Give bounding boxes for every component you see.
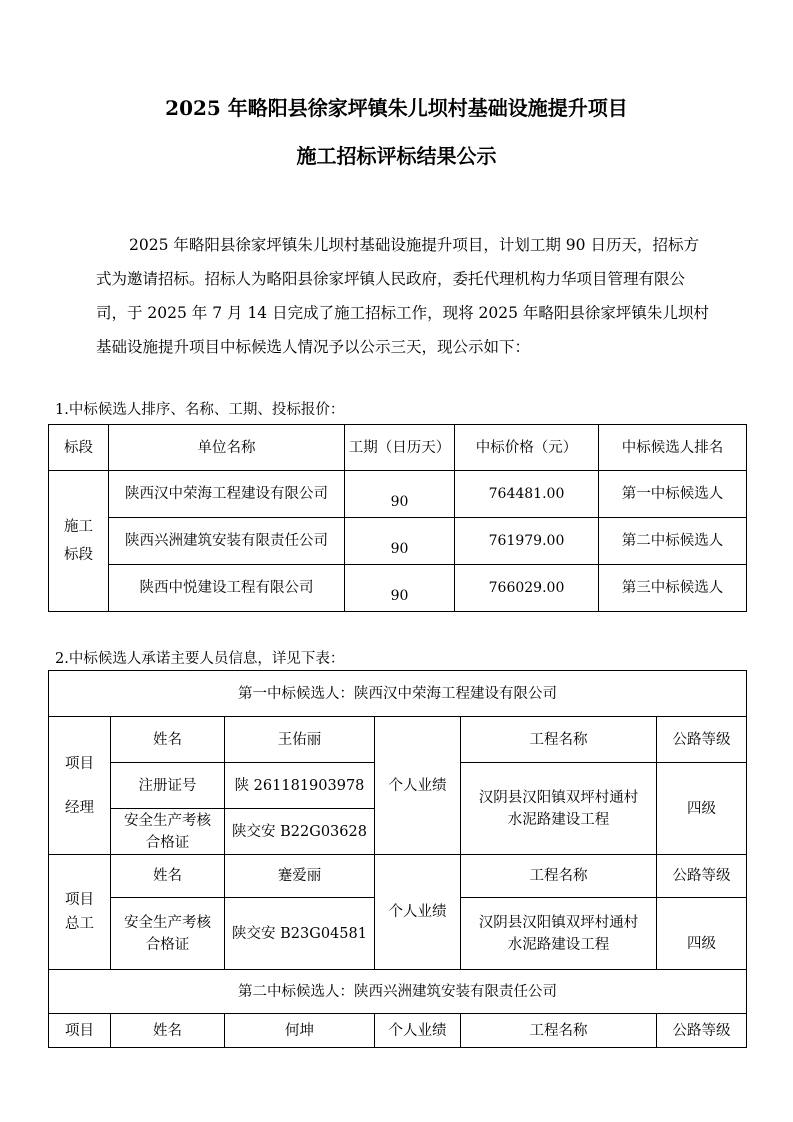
engineer-role: 项目 总工 <box>49 855 111 970</box>
section1-label: 1.中标候选人排序、名称、工期、投标报价： <box>55 402 345 418</box>
table-row <box>49 1014 747 1048</box>
intro-paragraph <box>96 228 710 364</box>
intro-line-3: 司，于 2025 年 7 月 14 日完成了施工招标工作，现将 2025 年略阳县徐家坪镇朱儿坝村 <box>96 304 709 322</box>
company-name: 陕西中悦建设工程有限公司 <box>109 565 345 612</box>
price-value: 761979.00 <box>455 518 599 565</box>
candidate2-heading-row <box>49 970 747 1014</box>
company-name: 陕西汉中荣海工程建设有限公司 <box>109 471 345 518</box>
table-row <box>49 471 747 518</box>
manager-safety-label: 安全生产考核 合格证 <box>111 809 225 855</box>
manager-safety: 陕交安 B22G03628 <box>225 809 375 855</box>
engineer-name: 蹇爱丽 <box>225 855 375 898</box>
candidate2-heading: 第二中标候选人：陕西兴洲建筑安装有限责任公司 <box>49 970 747 1014</box>
rank-value: 第三中标候选人 <box>599 565 747 612</box>
candidate1-heading-row <box>49 671 747 717</box>
manager-grade: 四级 <box>657 763 747 855</box>
period-value: 90 <box>345 471 455 518</box>
price-value: 764481.00 <box>455 471 599 518</box>
period-value: 90 <box>345 565 455 612</box>
period-value: 90 <box>345 518 455 565</box>
intro-line-4: 基础设施提升项目中标候选人情况予以公示三天，现公示如下： <box>96 338 531 356</box>
manager-role: 项目 经理 <box>49 717 111 855</box>
engineer-grade: 四级 <box>657 898 747 970</box>
header-rank: 中标候选人排名 <box>599 425 747 471</box>
price-value: 766029.00 <box>455 565 599 612</box>
header-period: 工期（日历天） <box>345 425 455 471</box>
candidate1-heading: 第一中标候选人：陕西汉中荣海工程建设有限公司 <box>49 671 747 717</box>
manager-name: 王佑丽 <box>225 717 375 763</box>
manager-grade-label: 公路等级 <box>657 717 747 763</box>
engineer-project-label: 工程名称 <box>461 855 657 898</box>
section2-label: 2.中标候选人承诺主要人员信息，详见下表： <box>55 651 345 667</box>
c2-project-label: 工程名称 <box>461 1014 657 1048</box>
manager-name-label: 姓名 <box>111 717 225 763</box>
engineer-safety: 陕交安 B23G04581 <box>225 898 375 970</box>
c2-perf-label: 个人业绩 <box>375 1014 461 1048</box>
doc-title-line2: 施工招标评标结果公示 <box>296 144 497 168</box>
manager-perf-label: 个人业绩 <box>375 717 461 855</box>
table-row <box>49 855 747 898</box>
engineer-project: 汉阴县汉阳镇双坪村通村 水泥路建设工程 <box>461 898 657 970</box>
doc-title-line1: 2025 年略阳县徐家坪镇朱儿坝村基础设施提升项目 <box>165 96 628 120</box>
engineer-safety-label: 安全生产考核 合格证 <box>111 898 225 970</box>
candidates-header-row <box>49 425 747 471</box>
manager-cert-label: 注册证号 <box>111 763 225 809</box>
c2-grade-label: 公路等级 <box>657 1014 747 1048</box>
header-price: 中标价格（元） <box>455 425 599 471</box>
c2-name-label: 姓名 <box>111 1014 225 1048</box>
c2-role: 项目 <box>49 1014 111 1048</box>
manager-project-label: 工程名称 <box>461 717 657 763</box>
personnel-table <box>48 670 747 1048</box>
rank-value: 第二中标候选人 <box>599 518 747 565</box>
candidates-table <box>48 424 747 612</box>
c2-name: 何坤 <box>225 1014 375 1048</box>
segment-cell: 施工 标段 <box>49 471 109 612</box>
engineer-perf-label: 个人业绩 <box>375 855 461 970</box>
manager-project: 汉阴县汉阳镇双坪村通村 水泥路建设工程 <box>461 763 657 855</box>
intro-line-1: 2025 年略阳县徐家坪镇朱儿坝村基础设施提升项目，计划工期 90 日历天，招标方 <box>129 236 699 254</box>
company-name: 陕西兴洲建筑安装有限责任公司 <box>109 518 345 565</box>
header-company: 单位名称 <box>109 425 345 471</box>
table-row <box>49 518 747 565</box>
rank-value: 第一中标候选人 <box>599 471 747 518</box>
table-row <box>49 565 747 612</box>
engineer-name-label: 姓名 <box>111 855 225 898</box>
header-segment: 标段 <box>49 425 109 471</box>
engineer-grade-label: 公路等级 <box>657 855 747 898</box>
table-row <box>49 717 747 763</box>
intro-line-2: 式为邀请招标。招标人为略阳县徐家坪镇人民政府，委托代理机构力华项目管理有限公 <box>96 270 686 288</box>
manager-cert: 陕 261181903978 <box>225 763 375 809</box>
